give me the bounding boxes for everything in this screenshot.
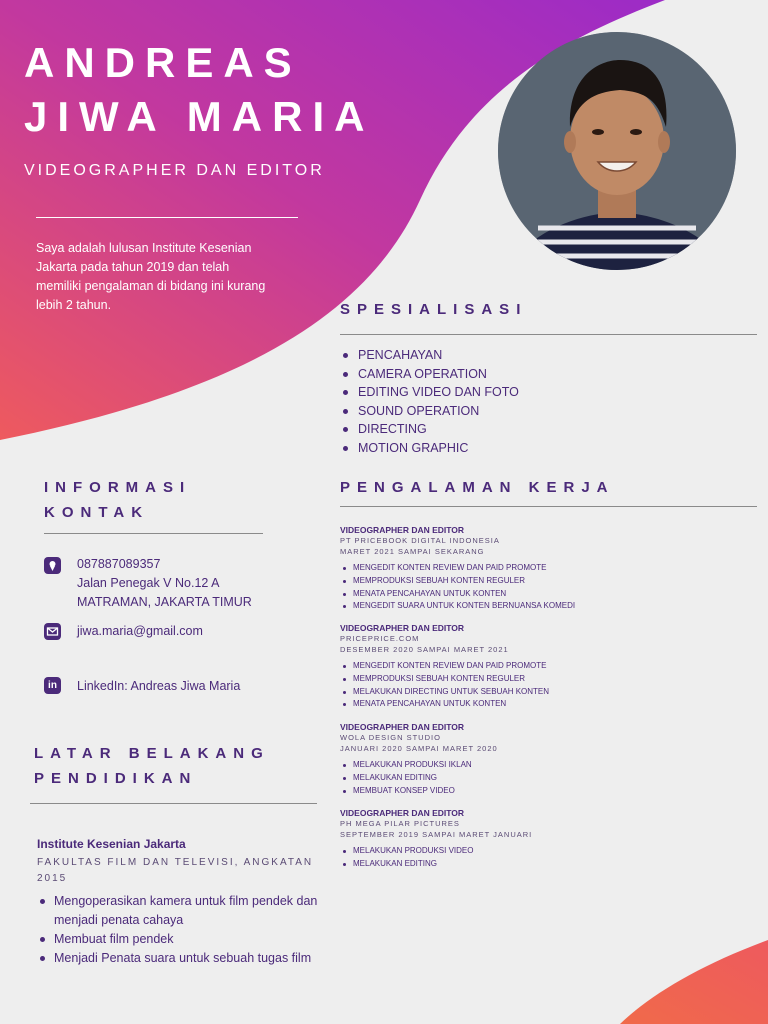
job-title: VIDEOGRAPHER DAN EDITOR — [340, 525, 465, 535]
job-period: SEPTEMBER 2019 SAMPAI MARET JANUARI — [340, 830, 533, 839]
job-entry — [340, 808, 760, 871]
list-item: DIRECTING — [340, 420, 519, 439]
job-company: PT PRICEBOOK DIGITAL INDONESIA — [340, 536, 500, 545]
job-entry — [340, 722, 760, 797]
job-company: WOLA DESIGN STUDIO — [340, 733, 441, 742]
experience-title: PENGALAMAN KERJA — [340, 479, 615, 496]
job-period: JANUARI 2020 SAMPAI MARET 2020 — [340, 744, 498, 753]
specialization-divider — [340, 334, 757, 335]
list-item: MENATA PENCAHAYAN UNTUK KONTEN — [340, 588, 760, 601]
candidate-name — [24, 36, 374, 144]
job-period: DESEMBER 2020 SAMPAI MARET 2021 — [340, 645, 509, 654]
list-item: MOTION GRAPHIC — [340, 439, 519, 458]
list-item: MELAKUKAN EDITING — [340, 772, 760, 785]
list-item: MELAKUKAN PRODUKSI IKLAN — [340, 759, 760, 772]
education-title-line-1: LATAR BELAKANG — [34, 745, 270, 762]
list-item: MELAKUKAN DIRECTING UNTUK SEBUAH KONTEN — [340, 686, 760, 699]
phone-pin-icon — [44, 557, 61, 574]
list-item: MENGEDIT KONTEN REVIEW DAN PAID PROMOTE — [340, 660, 760, 673]
education-school: Institute Kesenian Jakarta — [37, 837, 186, 851]
list-item: PENCAHAYAN — [340, 346, 519, 365]
education-list — [37, 892, 327, 968]
about-text: Saya adalah lulusan Institute Kesenian Jakarta pada tahun 2019 dan telah memiliki pengalaman di bidang ini kurang lebih 2 tahun. — [36, 241, 266, 312]
job-company: PRICEPRICE.COM — [340, 634, 420, 643]
job-title: VIDEOGRAPHER DAN EDITOR — [340, 808, 465, 818]
list-item: SOUND OPERATION — [340, 402, 519, 421]
job-entry — [340, 623, 760, 711]
job-title: VIDEOGRAPHER DAN EDITOR — [340, 623, 465, 633]
list-item: MENGEDIT SUARA UNTUK KONTEN BERNUANSA KOMEDI — [340, 600, 760, 613]
experience-divider — [340, 506, 757, 507]
contact-divider — [44, 533, 263, 534]
job-period: MARET 2021 SAMPAI SEKARANG — [340, 547, 485, 556]
contact-address-line-2: MATRAMAN, JAKARTA TIMUR — [77, 595, 252, 609]
job-tasks — [340, 660, 760, 711]
list-item: MEMPRODUKSI SEBUAH KONTEN REGULER — [340, 575, 760, 588]
job-tasks — [340, 562, 760, 613]
contact-title-line-1: INFORMASI — [44, 479, 192, 496]
list-item: MENGEDIT KONTEN REVIEW DAN PAID PROMOTE — [340, 562, 760, 575]
list-item: Menjadi Penata suara untuk sebuah tugas film — [37, 949, 327, 968]
name-line-2: JIWA MARIA — [24, 93, 375, 140]
job-tasks — [340, 759, 760, 797]
name-line-1: ANDREAS — [24, 39, 302, 86]
envelope-icon — [44, 623, 61, 640]
education-title — [34, 741, 270, 791]
list-item: MELAKUKAN PRODUKSI VIDEO — [340, 845, 760, 858]
contact-email[interactable]: jiwa.maria@gmail.com — [77, 624, 203, 638]
list-item: Mengoperasikan kamera untuk film pendek dan menjadi penata cahaya — [37, 892, 327, 930]
header-divider — [36, 217, 298, 218]
job-entry — [340, 525, 760, 613]
list-item: MEMBUAT KONSEP VIDEO — [340, 785, 760, 798]
linkedin-icon: in — [44, 677, 61, 694]
education-divider — [30, 803, 317, 804]
job-company: PH MEGA PILAR PICTURES — [340, 819, 460, 828]
list-item: CAMERA OPERATION — [340, 365, 519, 384]
education-title-line-2: PENDIDIKAN — [34, 770, 198, 787]
contact-linkedin[interactable]: LinkedIn: Andreas Jiwa Maria — [77, 679, 241, 693]
list-item: MENATA PENCAHAYAN UNTUK KONTEN — [340, 698, 760, 711]
list-item: EDITING VIDEO DAN FOTO — [340, 383, 519, 402]
job-tasks — [340, 845, 760, 871]
specialization-title: SPESIALISASI — [340, 301, 528, 318]
education-faculty: FAKULTAS FILM DAN TELEVISI, ANGKATAN 2015 — [37, 857, 314, 884]
job-title: VIDEOGRAPHER DAN EDITOR — [24, 162, 325, 179]
specialization-list — [340, 346, 519, 458]
job-title: VIDEOGRAPHER DAN EDITOR — [340, 722, 465, 732]
list-item: MEMPRODUKSI SEBUAH KONTEN REGULER — [340, 673, 760, 686]
contact-address-line-1: Jalan Penegak V No.12 A — [77, 576, 220, 590]
list-item: Membuat film pendek — [37, 930, 327, 949]
contact-phone[interactable]: 087887089357 — [77, 557, 161, 571]
footer-wave — [620, 940, 768, 1024]
list-item: MELAKUKAN EDITING — [340, 858, 760, 871]
profile-photo — [498, 32, 736, 270]
contact-title — [44, 475, 191, 525]
contact-title-line-2: KONTAK — [44, 504, 150, 521]
